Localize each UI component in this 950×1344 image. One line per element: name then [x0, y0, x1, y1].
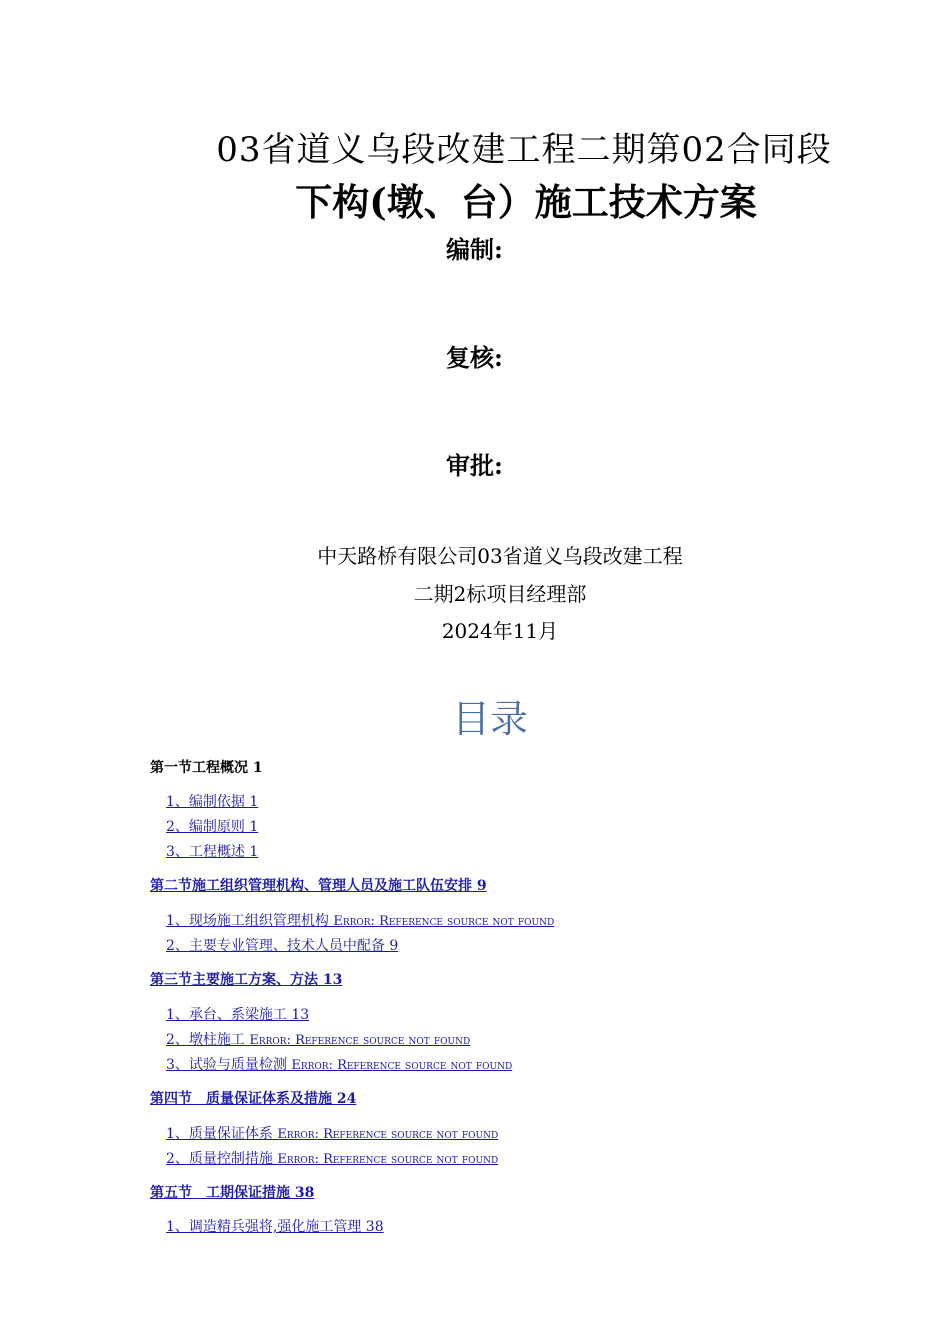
cover-title-line2: 下构(墩、台）施工技术方案 [295, 180, 757, 224]
cover-title-line1: 03省道义乌段改建工程二期第02合同段 [216, 130, 832, 170]
toc-item-5-1[interactable]: 1、调造精兵强将,强化施工管理 38 [166, 1219, 384, 1235]
toc-item-2-1-label: 1、现场施工组织管理机构 [166, 913, 334, 929]
toc-section-4[interactable]: 第四节 质量保证体系及措施 24 [150, 1091, 357, 1107]
toc-item-2-1-error: Error: Reference source not found [333, 914, 555, 929]
toc-item-3-2-error: Error: Reference source not found [249, 1033, 471, 1048]
toc-item-4-1[interactable] [166, 1123, 498, 1143]
approved-by-label: 审批: [446, 451, 503, 480]
toc-section-1[interactable]: 第一节工程概况 1 [150, 760, 263, 776]
toc-item-3-3[interactable] [166, 1054, 512, 1074]
toc-item-4-1-label: 1、质量保证体系 [166, 1126, 278, 1142]
toc-item-3-1[interactable]: 1、承台、系梁施工 13 [166, 1007, 310, 1023]
company-line1: 中天路桥有限公司03省道义乌段改建工程 [317, 544, 683, 568]
toc-item-1-1[interactable]: 1、编制依据 1 [166, 794, 259, 810]
toc-item-4-1-error: Error: Reference source not found [277, 1127, 499, 1142]
compiled-by-label: 编制: [446, 235, 503, 264]
toc-item-2-1[interactable] [166, 910, 554, 930]
toc-item-2-2[interactable]: 2、主要专业管理、技术人员中配备 9 [166, 938, 399, 954]
toc-item-3-2[interactable] [166, 1029, 470, 1049]
toc-item-4-2-error: Error: Reference source not found [277, 1152, 499, 1167]
toc-item-1-3[interactable]: 3、工程概述 1 [166, 844, 259, 860]
toc-item-1-2[interactable]: 2、编制原则 1 [166, 819, 259, 835]
toc-item-3-3-label: 3、试验与质量检测 [166, 1057, 292, 1073]
company-line2: 二期2标项目经理部 [413, 582, 587, 606]
reviewed-by-label: 复核: [446, 343, 503, 372]
toc-item-4-2-label: 2、质量控制措施 [166, 1151, 278, 1167]
toc-item-4-2[interactable] [166, 1148, 498, 1168]
toc-section-2[interactable]: 第二节施工组织管理机构、管理人员及施工队伍安排 9 [150, 878, 487, 894]
toc-title: 目录 [451, 697, 528, 741]
toc-section-3[interactable]: 第三节主要施工方案、方法 13 [150, 972, 343, 988]
toc-section-5[interactable]: 第五节 工期保证措施 38 [150, 1185, 315, 1201]
document-date: 2024年11月 [441, 619, 559, 643]
toc-item-3-3-error: Error: Reference source not found [291, 1058, 513, 1073]
toc-item-3-2-label: 2、墩柱施工 [166, 1032, 250, 1048]
